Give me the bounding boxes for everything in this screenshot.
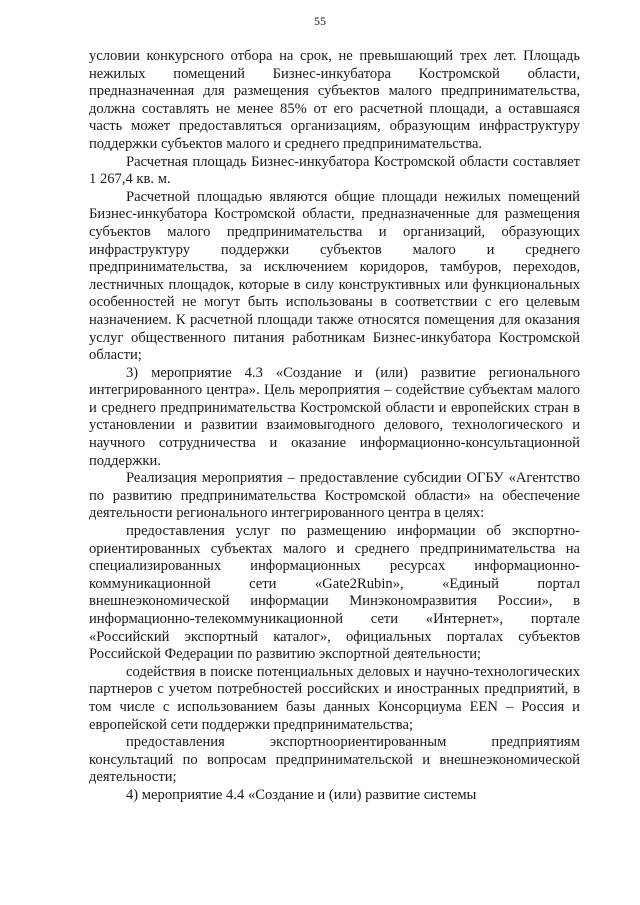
paragraph-9: 4) мероприятие 4.4 «Создание и (или) развитие системы (126, 786, 477, 803)
paragraph-2: Расчетная площадь Бизнес-инкубатора Костромской области составляет 1 267,4 кв. м. (89, 153, 580, 188)
paragraph-5: Реализация мероприятия – предоставление субсидии ОГБУ «Агентство по развитию предпринимательства Костромской области» на обеспечение деятельности регионального интегрированного центра в целях: (89, 470, 580, 522)
paragraph-6: предоставления услуг по размещению информации об экспортно-ориентированных субъектах малого и среднего предпринимательства на специализированных информационных ресурсах информационно-коммуникационной сети «Gate2Rubin», «Единый портал внешнеэкономической информации Минэкономразвития России», в информационно-телекоммуникационной сети «Интернет», портале «Российский экспортный каталог», официальных порталах субъектов Российской Федерации по развитию экспортной деятельности; (89, 523, 580, 663)
paragraph-7: содействия в поиске потенциальных деловых и научно-технологических партнеров с учетом потребностей российских и иностранных предприятий, в том числе с использованием базы данных Консорциума EEN – Россия и европейской сети поддержки предпринимательства; (89, 663, 580, 733)
paragraph-1: условии конкурсного отбора на срок, не превышающий трех лет. Площадь нежилых помещений Бизнес-инкубатора Костромской области, предназначенная для размещения субъектов малого предпринимательства, должна составлять не менее 85% от его расчетной площади, а оставшаяся часть может предоставляться организациям, образующим инфраструктуру поддержки субъектов малого и среднего предпринимательства. (89, 48, 580, 152)
paragraph-8: предоставления экспортноориентированным предприятиям консультаций по вопросам предпринимательской и внешнеэкономической деятельности; (89, 734, 580, 786)
paragraph-4: 3) мероприятие 4.3 «Создание и (или) развитие регионального интегрированного центра». Цель мероприятия – содействие субъектам малого и среднего предпринимательства Костромской области и европейских стран в установлении и развитии взаимовыгодного делового, технологического и научного сотрудничества и оказание информационно-консультационной поддержки. (89, 364, 580, 469)
paragraph-3: Расчетной площадью являются общие площади нежилых помещений Бизнес-инкубатора Костромской области, предназначенные для размещения субъектов малого предпринимательства и организаций, образующих инфраструктуру поддержки субъектов малого и среднего предпринимательства, за исключением коридоров, тамбуров, переходов, лестничных площадок, которые в силу конструктивных или функциональных особенностей не могут быть использованы в соответствии с его целевым назначением. К расчетной площади также относятся помещения для оказания услуг общественного питания работникам Бизнес-инкубатора Костромской области; (89, 188, 580, 364)
document-body (89, 48, 580, 805)
page-number: 55 (314, 14, 326, 28)
